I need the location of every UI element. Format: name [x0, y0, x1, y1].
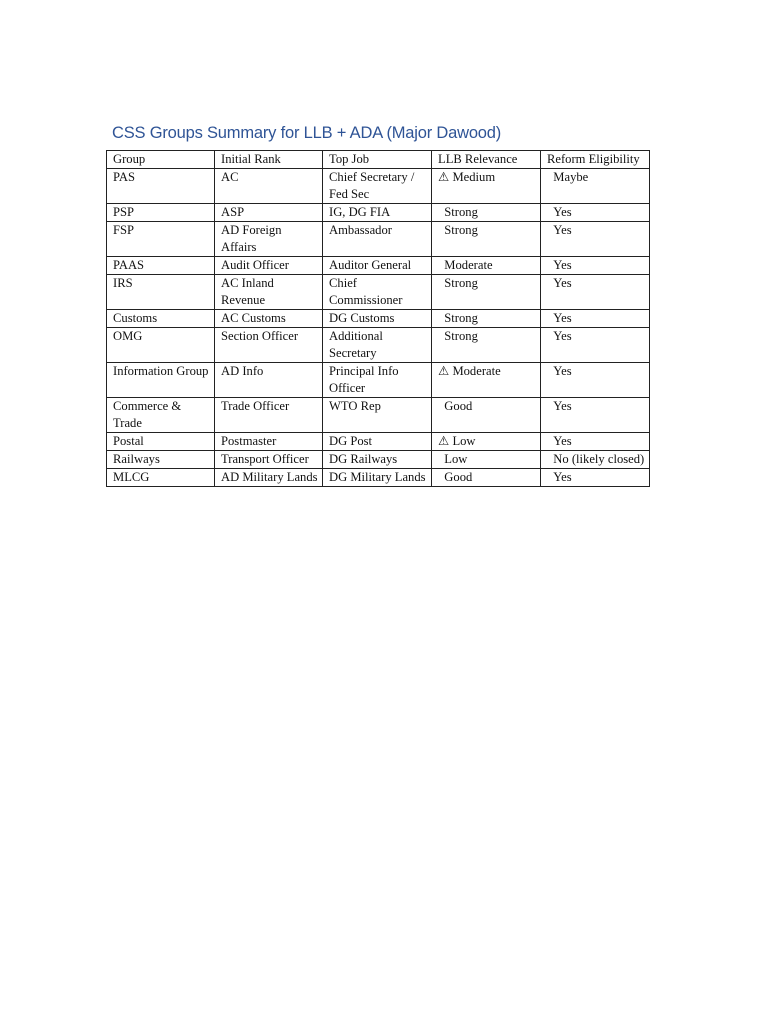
cell-group: PSP	[107, 204, 215, 222]
table-row	[107, 328, 650, 363]
css-groups-table	[106, 150, 650, 487]
cell-initial-rank: ASP	[215, 204, 323, 222]
cell-reform-eligibility: Yes	[541, 433, 650, 451]
table-row	[107, 169, 650, 204]
cell-top-job: DG Railways	[323, 451, 432, 469]
cell-top-job: Principal Info Officer	[323, 363, 432, 398]
cell-llb-relevance: Good	[432, 469, 541, 487]
cell-group: PAS	[107, 169, 215, 204]
cell-llb-relevance: ⚠ Low	[432, 433, 541, 451]
cell-top-job: Chief Secretary / Fed Sec	[323, 169, 432, 204]
cell-initial-rank: Audit Officer	[215, 257, 323, 275]
cell-reform-eligibility: Yes	[541, 310, 650, 328]
cell-group: MLCG	[107, 469, 215, 487]
table-row	[107, 469, 650, 487]
cell-top-job: DG Customs	[323, 310, 432, 328]
cell-group: Information Group	[107, 363, 215, 398]
cell-top-job: DG Military Lands	[323, 469, 432, 487]
cell-initial-rank: AC Inland Revenue	[215, 275, 323, 310]
cell-initial-rank: Transport Officer	[215, 451, 323, 469]
cell-llb-relevance: Strong	[432, 328, 541, 363]
header-initial-rank: Initial Rank	[215, 151, 323, 169]
cell-llb-relevance: Moderate	[432, 257, 541, 275]
table-row	[107, 398, 650, 433]
cell-group: OMG	[107, 328, 215, 363]
table-row	[107, 222, 650, 257]
cell-top-job: Additional Secretary	[323, 328, 432, 363]
cell-llb-relevance: ⚠ Medium	[432, 169, 541, 204]
cell-reform-eligibility: No (likely closed)	[541, 451, 650, 469]
header-reform-eligibility: Reform Eligibility	[541, 151, 650, 169]
header-top-job: Top Job	[323, 151, 432, 169]
table-row	[107, 451, 650, 469]
cell-group: Postal	[107, 433, 215, 451]
cell-top-job: Ambassador	[323, 222, 432, 257]
cell-reform-eligibility: Yes	[541, 469, 650, 487]
cell-initial-rank: AC	[215, 169, 323, 204]
header-llb-relevance: LLB Relevance	[432, 151, 541, 169]
cell-initial-rank: AC Customs	[215, 310, 323, 328]
cell-top-job: DG Post	[323, 433, 432, 451]
cell-reform-eligibility: Yes	[541, 363, 650, 398]
table-row	[107, 363, 650, 398]
cell-llb-relevance: Strong	[432, 204, 541, 222]
cell-initial-rank: Section Officer	[215, 328, 323, 363]
table-row	[107, 257, 650, 275]
cell-top-job: IG, DG FIA	[323, 204, 432, 222]
cell-group: Customs	[107, 310, 215, 328]
cell-initial-rank: AD Info	[215, 363, 323, 398]
cell-llb-relevance: Strong	[432, 275, 541, 310]
cell-initial-rank: Postmaster	[215, 433, 323, 451]
cell-llb-relevance: Strong	[432, 222, 541, 257]
table-row	[107, 204, 650, 222]
cell-llb-relevance: Strong	[432, 310, 541, 328]
cell-reform-eligibility: Yes	[541, 204, 650, 222]
cell-llb-relevance: ⚠ Moderate	[432, 363, 541, 398]
cell-group: Commerce & Trade	[107, 398, 215, 433]
table-header-row	[107, 151, 650, 169]
cell-initial-rank: AD Military Lands	[215, 469, 323, 487]
cell-initial-rank: Trade Officer	[215, 398, 323, 433]
cell-group: FSP	[107, 222, 215, 257]
cell-top-job: Auditor General	[323, 257, 432, 275]
cell-top-job: WTO Rep	[323, 398, 432, 433]
cell-group: Railways	[107, 451, 215, 469]
cell-reform-eligibility: Yes	[541, 328, 650, 363]
header-group: Group	[107, 151, 215, 169]
cell-group: IRS	[107, 275, 215, 310]
table-row	[107, 433, 650, 451]
cell-top-job: Chief Commissioner	[323, 275, 432, 310]
cell-reform-eligibility: Yes	[541, 257, 650, 275]
cell-llb-relevance: Low	[432, 451, 541, 469]
cell-reform-eligibility: Yes	[541, 398, 650, 433]
cell-reform-eligibility: Yes	[541, 275, 650, 310]
table-row	[107, 275, 650, 310]
cell-group: PAAS	[107, 257, 215, 275]
cell-reform-eligibility: Yes	[541, 222, 650, 257]
cell-reform-eligibility: Maybe	[541, 169, 650, 204]
document-title: CSS Groups Summary for LLB + ADA (Major Dawood)	[112, 124, 502, 142]
cell-llb-relevance: Good	[432, 398, 541, 433]
table-row	[107, 310, 650, 328]
cell-initial-rank: AD Foreign Affairs	[215, 222, 323, 257]
